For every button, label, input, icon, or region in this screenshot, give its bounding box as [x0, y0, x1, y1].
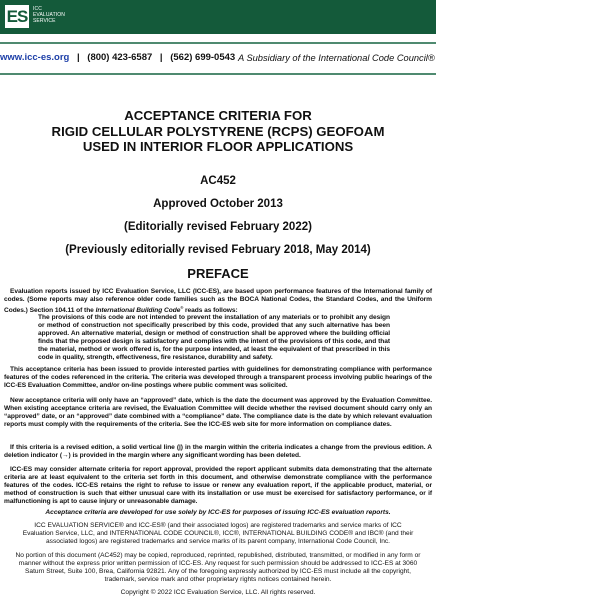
contact-bar [0, 52, 436, 64]
code-name: International Building Code [95, 307, 181, 315]
separator: | [76, 52, 80, 63]
document-title [0, 108, 436, 155]
preface-heading: PREFACE [187, 266, 249, 281]
logo-text-line: SERVICE [33, 18, 56, 24]
paragraph-text: Evaluation reports issued by ICC Evaluation Service, LLC (ICC-ES), are based upon performance features of the International family of codes. (Some reports may also reference older code families such as the BOCA National Codes, the Standard Codes, and the Uniform Codes.) Section 104.11 of the [4, 288, 432, 315]
title-line: ACCEPTANCE CRITERIA FOR [124, 108, 312, 123]
website-link[interactable]: www.icc-es.org [0, 52, 70, 63]
preface-paragraph-4: If this criteria is a revised edition, a solid vertical line (|) in the margin within the criteria indicates a change from the previous edition. A deletion indicator (→) is provided in the margin where any significant wording has been deleted. [4, 444, 432, 460]
title-line: USED IN INTERIOR FLOOR APPLICATIONS [82, 139, 354, 154]
registered-mark: ® [180, 305, 184, 311]
logo-text-line: ICC [33, 6, 42, 12]
usage-notice: Acceptance criteria are developed for use solely by ICC-ES for purposes of issuing ICC-ES evaluation reports. [45, 509, 391, 516]
document-code: AC452 [200, 175, 236, 187]
logo-text-line: EVALUATION [33, 12, 65, 18]
title-line: RIGID CELLULAR POLYSTYRENE (RCPS) GEOFOAM [51, 123, 385, 139]
phone-number-2: (562) 699-0543 [170, 52, 236, 63]
reproduction-notice: No portion of this document (AC452) may be copied, reproduced, reprinted, republished, distributed, transmitted, or modified in any form or manner without the express prior written permission of ICC-ES. Any request for such permission should be addressed to ICC-ES at 3060 Saturn Street, Suite 100, Brea, California 92821. Any of the foregoing expressly authorized by ICC-ES must include all the copyright, trademark, service mark and other proprietary rights notices contained herein. [15, 552, 421, 583]
trademark-notice: ICC EVALUATION SERVICE® and ICC-ES® (and their associated logos) are registered trademarks and service marks of ICC Evaluation Service, LLC, and INTERNATIONAL CODE COUNCIL®, ICC®, INTERNATIONAL BUILDING CODE® and IBC® (and their associated logos) are registered trademarks and service marks of its parent company, International Code Council, Inc. [22, 522, 414, 545]
preface-paragraph-5: ICC-ES may consider alternate criteria for report approval, provided the report applicant submits data demonstrating that the alternate criteria are at least equivalent to the criteria set forth in this document, and otherwise demonstrate compliance with the performance features of the codes. ICC-ES retains the right to refuse to issue or renew any evaluation report, if the applicable product, material, or method of construction is such that either unusual care with its installation or use must be exercised for satisfactory performance, or if malfunctioning is apt to cause injury or unreasonable damage. [4, 466, 432, 506]
phone-number-1: (800) 423-6587 [87, 52, 153, 63]
preface-paragraph-2: This acceptance criteria has been issued to provide interested parties with guidelines for demonstrating compliance with performance features of the codes referenced in the criteria. The criteria was developed through a transparent process involving public hearings of the ICC-ES Evaluation Committee, and/or on-line postings where public comment was solicited. [4, 366, 432, 390]
previous-revisions: (Previously editorially revised February 2018, May 2014) [65, 244, 371, 256]
preface-paragraph-3: New acceptance criteria will only have an “approved” date, which is the date the document was approved by the Evaluation Committee. When existing acceptance criteria are revised, the Evaluation Committee will decide whether the revised document should carry only an “approved” date, or an “approved” date combined with a “compliance” date. The compliance date is the date by which relevant evaluation reports must comply with the requirements of the criteria. See the ICC-ES web site for more information on compliance dates. [4, 397, 432, 429]
copyright-notice: Copyright © 2022 ICC Evaluation Service, LLC. All rights reserved. [120, 589, 316, 596]
code-quote: The provisions of this code are not intended to prevent the installation of any materials or to prohibit any design or method of construction not specifically prescribed by this code, provided that any such alternative has been approved. An alternative material, design or method of construction shall be approved where the building official finds that the proposed design is satisfactory and complies with the intent of the provisions of this code, and that the material, method or work offered is, for the purpose intended, at least the equivalent of that prescribed in this code in quality, strength, effectiveness, fire resistance, durability and safety. [38, 314, 390, 362]
paragraph-text: reads as follows: [183, 307, 238, 315]
header-divider-bottom [0, 73, 436, 75]
header-banner [0, 0, 436, 34]
editorial-revision: (Editorially revised February 2022) [124, 221, 312, 233]
separator: | [159, 52, 163, 63]
approved-date: Approved October 2013 [153, 198, 283, 210]
icc-es-logo-icon: ES [6, 7, 28, 26]
header-divider-top [0, 42, 436, 44]
preface-paragraph-1 [4, 288, 432, 315]
subsidiary-tagline: A Subsidiary of the International Code Council® [238, 53, 435, 63]
logo-text [33, 6, 65, 24]
